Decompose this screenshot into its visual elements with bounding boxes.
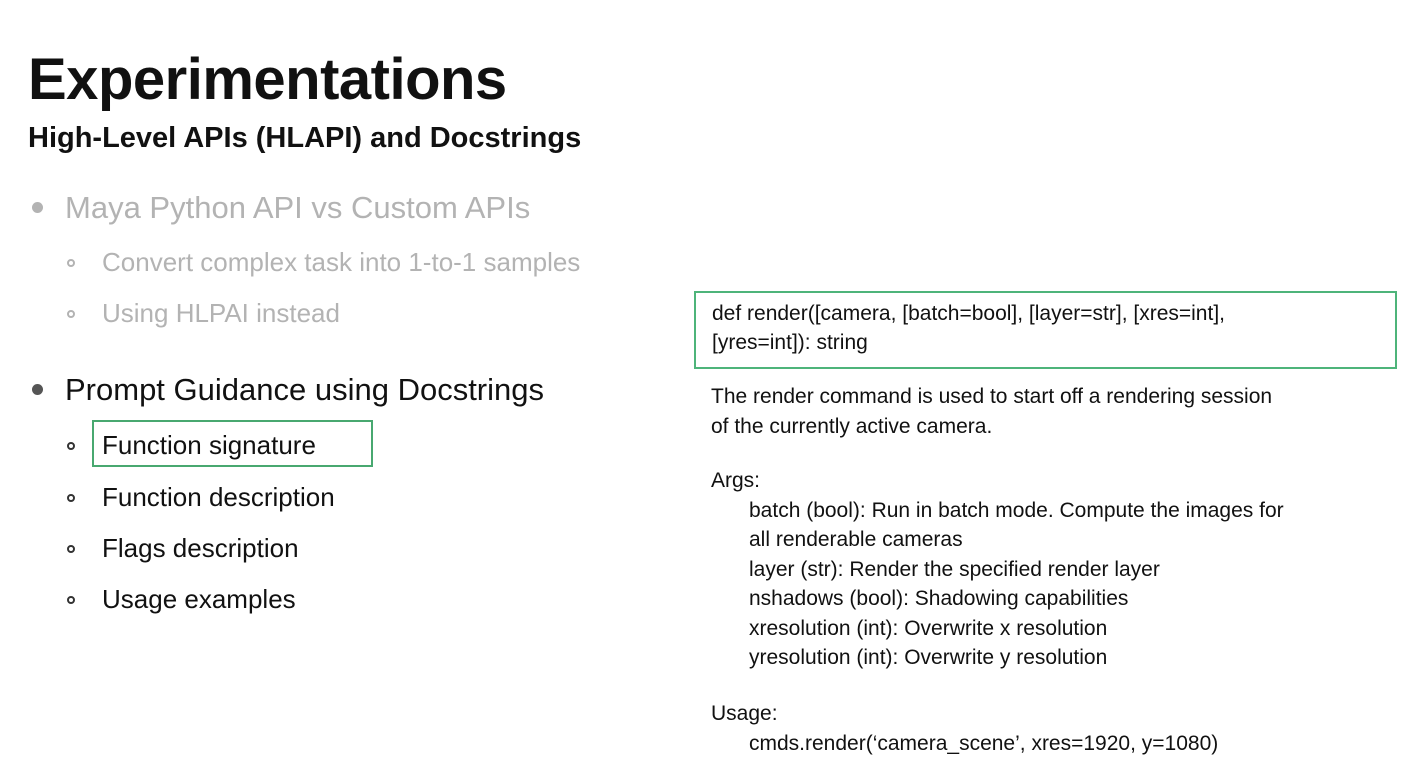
args-header: Args: <box>711 469 761 492</box>
arg-line: nshadows (bool): Shadowing capabilities <box>749 587 1129 610</box>
arg-line: batch (bool): Run in batch mode. Compute the images for <box>749 498 1284 522</box>
sub-bullet-label: Flags description <box>102 533 299 563</box>
slide-subtitle: High-Level APIs (HLAPI) and Docstrings <box>28 122 582 154</box>
bullet-label: Prompt Guidance using Docstrings <box>65 372 545 407</box>
arg-line: all renderable cameras <box>749 528 963 551</box>
bullet-dot-icon <box>32 202 43 213</box>
signature-box <box>694 291 1397 369</box>
sub-bullet-label: Function signature <box>102 430 316 460</box>
usage-header: Usage: <box>711 702 778 725</box>
bullet-maya-api <box>30 188 650 228</box>
hollow-bullet-icon <box>67 259 75 267</box>
sub-bullet-function-description <box>66 480 666 514</box>
bullet-prompt-guidance <box>30 370 650 410</box>
usage-example: cmds.render(‘camera_scene’, xres=1920, y=1080) <box>749 731 1219 755</box>
arg-line: yresolution (int): Overwrite y resolution <box>749 646 1108 669</box>
sub-bullet-label: Using HLPAI instead <box>102 298 340 328</box>
hollow-bullet-icon <box>67 545 75 553</box>
sub-bullet-label: Function description <box>102 482 335 512</box>
bullet-dot-icon <box>32 384 43 395</box>
docstring-usage <box>711 699 1218 758</box>
sub-bullet-convert <box>66 245 666 279</box>
docstring-description <box>711 382 1272 441</box>
hollow-bullet-icon <box>67 310 75 318</box>
hollow-bullet-icon <box>67 442 75 450</box>
docstring-args <box>711 466 1284 673</box>
arg-line: xresolution (int): Overwrite x resolution <box>749 616 1108 640</box>
sub-bullet-label: Convert complex task into 1-to-1 samples <box>102 247 581 277</box>
signature-line: [yres=int]): string <box>712 331 868 354</box>
sub-bullet-hlpai <box>66 296 666 330</box>
arg-line: layer (str): Render the specified render layer <box>749 557 1160 581</box>
hollow-bullet-icon <box>67 596 75 604</box>
slide-title: Experimentations <box>28 47 507 112</box>
description-line: The render command is used to start off a rendering session <box>711 385 1273 408</box>
sub-bullet-usage-examples <box>66 582 666 616</box>
bullet-label: Maya Python API vs Custom APIs <box>65 190 531 225</box>
sub-bullet-flags-description <box>66 531 666 565</box>
signature-line: def render([camera, [batch=bool], [layer=str], [xres=int], <box>712 302 1225 325</box>
hollow-bullet-icon <box>67 494 75 502</box>
sub-bullet-label: Usage examples <box>102 584 296 614</box>
description-line: of the currently active camera. <box>711 414 993 438</box>
function-signature-highlight <box>92 420 373 467</box>
